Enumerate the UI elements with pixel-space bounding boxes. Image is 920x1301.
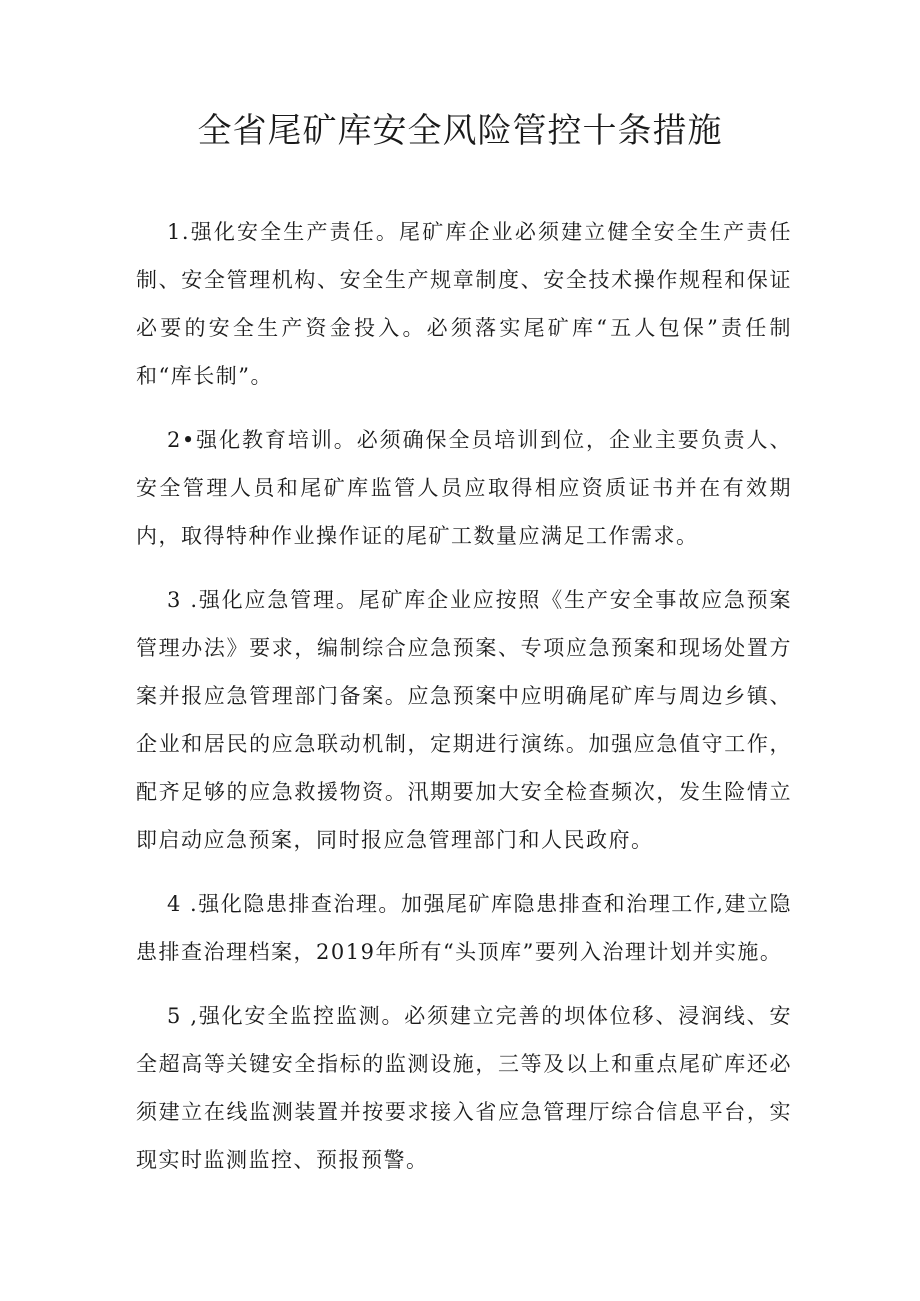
paragraph-5: 5 ,强化安全监控监测。必须建立完善的坝体位移、浸润线、安全超高等关键安全指标的监测设施，三等及以上和重点尾矿库还必须建立在线监测装置并按要求接入省应急管理厅综合信息平台，实现实时监测监控、预报预警。 (136, 1004, 792, 1172)
document-body (136, 208, 792, 1200)
paragraph-1: 1.强化安全生产责任。尾矿库企业必须建立健全安全生产责任制、安全管理机构、安全生产规章制度、安全技术操作规程和保证必要的安全生产资金投入。必须落实尾矿库“五人包保”责任制和“库长制”。 (136, 220, 792, 388)
document-title: 全省尾矿库安全风险管控十条措施 (197, 111, 723, 151)
paragraph-2: 2•强化教育培训。必须确保全员培训到位，企业主要负责人、安全管理人员和尾矿库监管人员应取得相应资质证书并在有效期内，取得特种作业操作证的尾矿工数量应满足工作需求。 (136, 428, 792, 548)
paragraph-4: 4 .强化隐患排查治理。加强尾矿库隐患排查和治理工作,建立隐患排查治理档案，2019年所有“头顶库”要列入治理计划并实施。 (136, 892, 792, 964)
paragraph-3: 3 .强化应急管理。尾矿库企业应按照《生产安全事故应急预案管理办法》要求，编制综合应急预案、专项应急预案和现场处置方案并报应急管理部门备案。应急预案中应明确尾矿库与周边乡镇、企业和居民的应急联动机制，定期进行演练。加强应急值守工作，配齐足够的应急救援物资。汛期要加大安全检查频次，发生险情立即启动应急预案，同时报应急管理部门和人民政府。 (136, 588, 792, 852)
